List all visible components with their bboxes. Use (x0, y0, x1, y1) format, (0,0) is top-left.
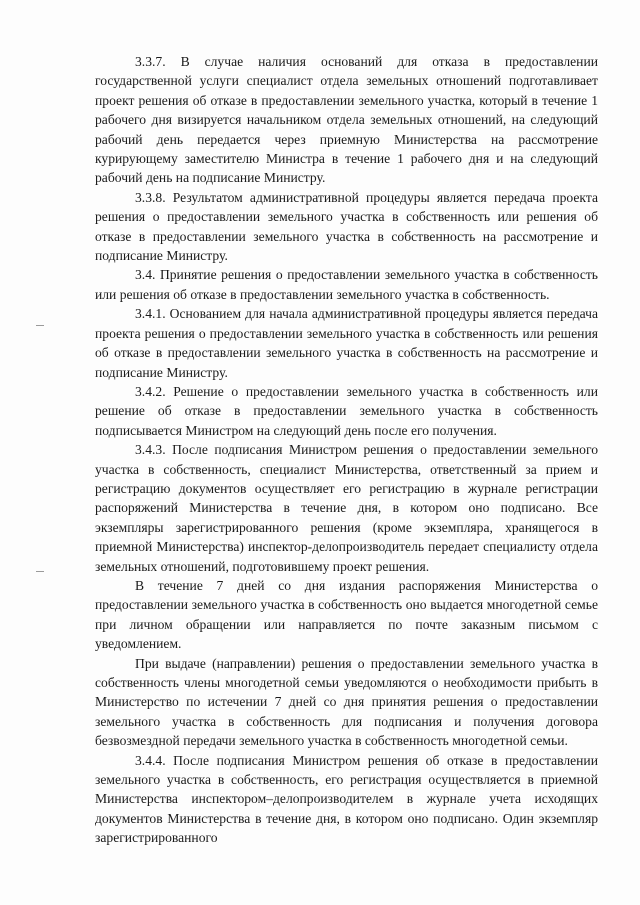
paragraph-3-4: 3.4. Принятие решения о предоставлении земельного участка в собственность или решения об отказе в предоставлении земельного участка в собственность. (95, 267, 598, 302)
paragraph-3-3-8: 3.3.8. Результатом административной процедуры является передача проекта решения о предоставлении земельного участка в собственность или решения об отказе в предоставлении земельного участка в собственность на рассмотрение и подписание Министру. (95, 189, 598, 264)
scan-mark (36, 325, 44, 326)
paragraph-3-3-7: 3.3.7. В случае наличия оснований для отказа в предоставлении государственной услуги специалист отдела земельных отношений подготавливает проект решения об отказе в предоставлении земельного участка, который в течение 1 рабочего дня визируется начальником отдела земельных отношений, на следующий рабочий день передается через приемную Министерства на рассмотрение курирующему заместителю Министра в течение 1 рабочего дня и на следующий рабочий день на подписание Министру. (95, 54, 598, 186)
paragraph-3-4-3: 3.4.3. После подписания Министром решения о предоставлении земельного участка в собственность, специалист Министерства, ответственный за прием и регистрацию документов осуществляет его регистрацию в журнале регистрации распоряжений Министерства в течение дня, в котором оно подписано. Все экземпляры зарегистрированного решения (кроме экземпляра, хранящегося в приемной Министерства) инспектор-делопроизводитель передает специалисту отдела земельных отношений, подготовившему проект решения. (95, 442, 598, 574)
paragraph-issuance-term: В течение 7 дней со дня издания распоряжения Министерства о предоставлении земельного участка в собственность оно выдается многодетной семье при личном обращении или направляется по почте заказным письмом с уведомлением. (95, 577, 598, 652)
document-body (95, 52, 598, 848)
paragraph-3-4-4: 3.4.4. После подписания Министром решения об отказе в предоставлении земельного участка в собственность, его регистрация осуществляется в приемной Министерства инспектором–делопроизводителем в журнале учета исходящих документов Министерства в течение дня, в котором оно подписано. Один экземпляр зарегистрированного (95, 752, 598, 846)
paragraph-notification: При выдаче (направлении) решения о предоставлении земельного участка в собственность члены многодетной семьи уведомляются о необходимости прибыть в Министерство по истечении 7 дней со дня принятия решения о предоставлении земельного участка в собственность для подписания и получения договора безвозмездной передачи земельного участка в собственность многодетной семьи. (95, 655, 598, 749)
scan-mark (36, 571, 44, 572)
paragraph-3-4-2: 3.4.2. Решение о предоставлении земельного участка в собственность или решение об отказе в предоставлении земельного участка в собственность подписывается Министром на следующий день после его получения. (95, 383, 598, 438)
paragraph-3-4-1: 3.4.1. Основанием для начала административной процедуры является передача проекта решения о предоставлении земельного участка в собственность или решения об отказе в предоставлении земельного участка в собственность на рассмотрение и подписание Министру. (95, 306, 598, 380)
